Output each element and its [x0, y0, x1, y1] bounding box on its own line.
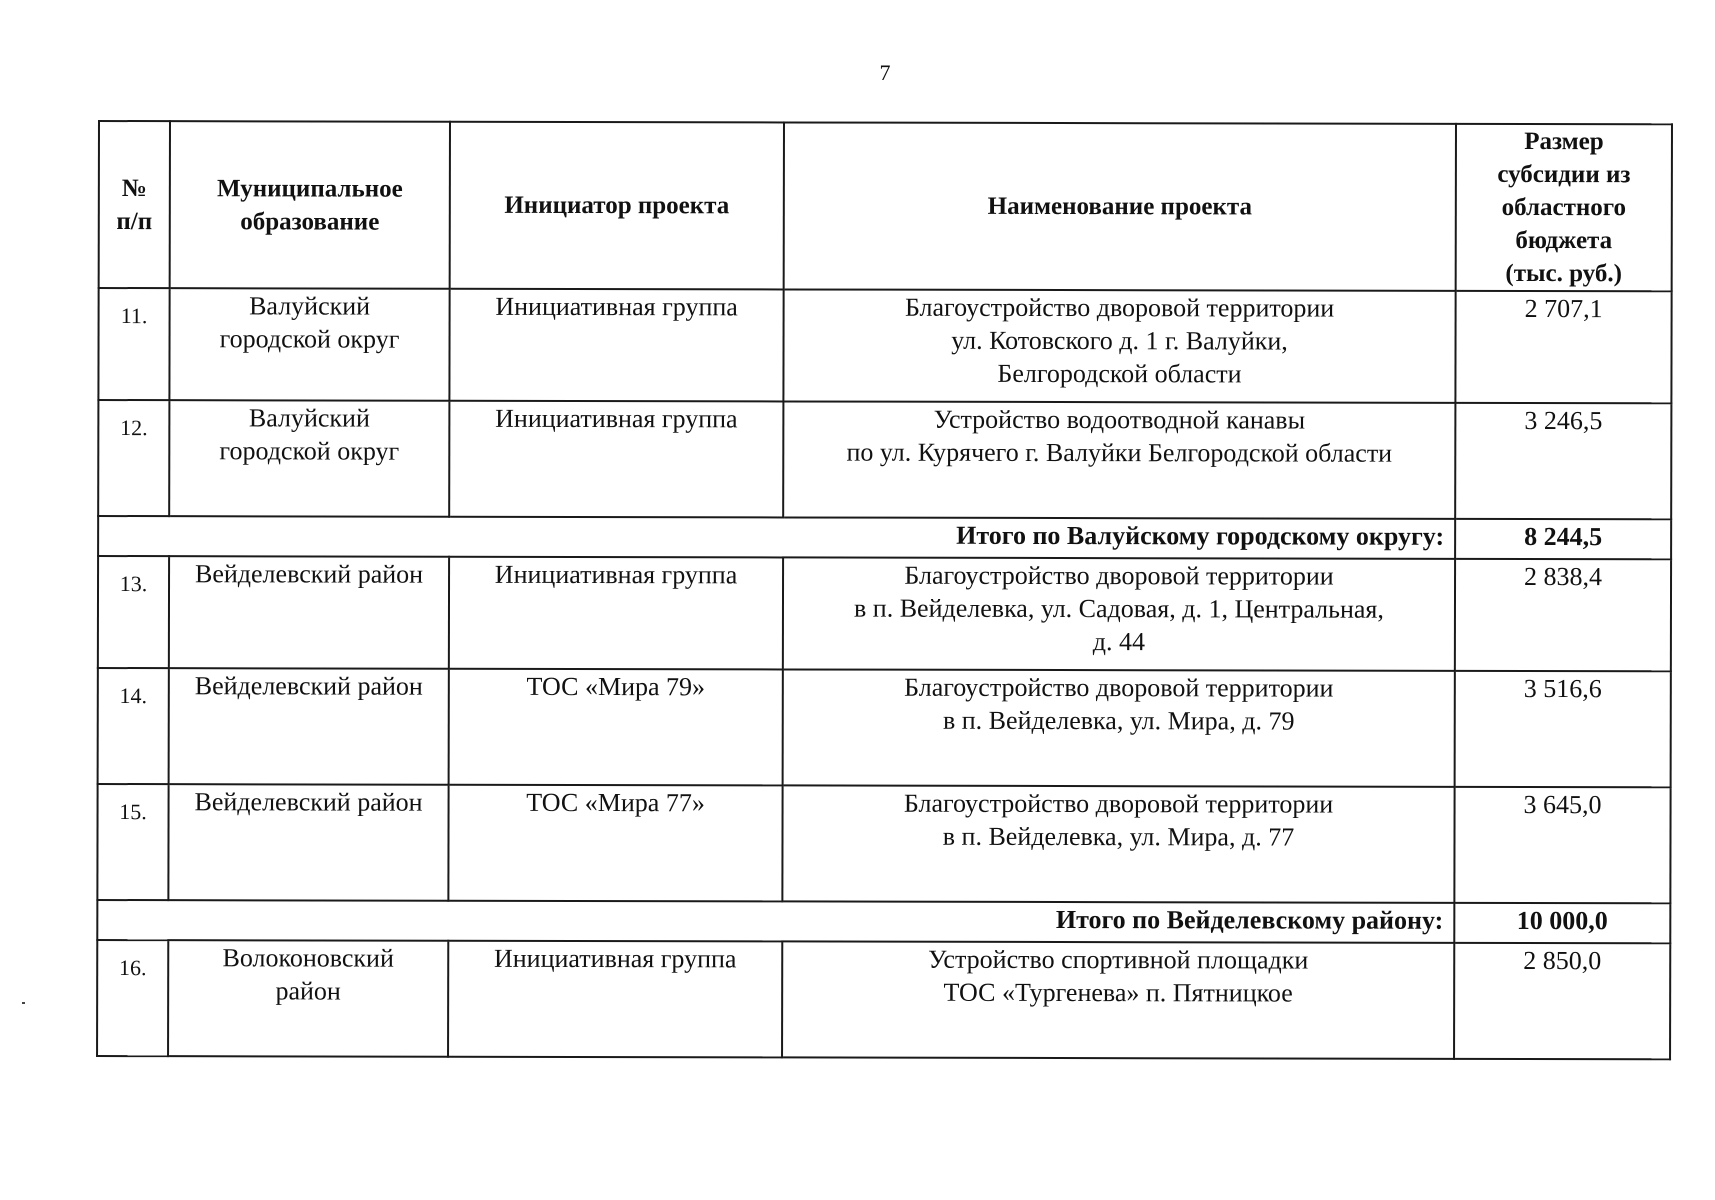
header-project: Наименование проекта [784, 122, 1456, 290]
header-num-line: п/п [116, 207, 153, 235]
project-line: ул. Котовского д. 1 г. Валуйки, [951, 325, 1288, 356]
table-row [97, 940, 1670, 1059]
municipality-cell [168, 784, 448, 901]
table-row [98, 668, 1671, 787]
municipality-cell [168, 940, 448, 1057]
project-cell [783, 557, 1455, 670]
project-line: д. 44 [1092, 627, 1146, 657]
project-cell [782, 941, 1454, 1058]
subtotal-label: Итого по Валуйскому городскому округу: [98, 516, 1455, 559]
row-number: 14. [98, 668, 169, 784]
row-number: 15. [97, 784, 168, 900]
project-line: ТОС «Тургенева» п. Пятницкое [943, 977, 1293, 1008]
municipality-line: район [275, 976, 341, 1006]
subsidy-cell: 3 516,6 [1455, 671, 1671, 787]
project-line: Белгородской области [997, 358, 1242, 389]
header-subsidy-line: Размер [1524, 127, 1604, 156]
subsidy-table [96, 120, 1673, 1060]
header-num-line: № [121, 174, 147, 202]
initiator-cell: Инициативная группа [448, 941, 782, 1058]
project-cell [783, 669, 1455, 786]
header-subsidy-line: (тыс. руб.) [1505, 259, 1622, 288]
row-number: 13. [98, 556, 169, 668]
municipality-cell [169, 556, 449, 669]
project-line: Устройство спортивной площадки [928, 944, 1309, 975]
subsidy-cell: 2 838,4 [1455, 559, 1671, 671]
initiator-cell: Инициативная группа [449, 289, 783, 402]
project-line: Благоустройство дворовой территории [904, 672, 1334, 703]
project-line: Благоустройство дворовой территории [904, 560, 1334, 591]
table-row [98, 400, 1671, 519]
project-line: Устройство водоотводной канавы [933, 404, 1306, 435]
initiator-cell: ТОС «Мира 79» [449, 669, 783, 786]
project-cell [782, 785, 1454, 902]
subtotal-value: 10 000,0 [1454, 903, 1670, 943]
table-row [98, 288, 1671, 403]
municipality-line: Вейделевский район [194, 559, 424, 589]
margin-speck [22, 1002, 25, 1004]
subsidy-cell: 2 707,1 [1455, 291, 1671, 403]
header-municipality-line: образование [240, 207, 380, 236]
municipality-cell [169, 288, 449, 401]
municipality-line: городской округ [219, 324, 400, 354]
row-number: 16. [97, 940, 168, 1056]
initiator-cell: Инициативная группа [449, 401, 783, 518]
project-line: в п. Вейделевка, ул. Мира, д. 77 [942, 821, 1295, 852]
project-line: в п. Вейделевка, ул. Мира, д. 79 [942, 705, 1295, 736]
municipality-cell [169, 400, 449, 517]
subtotal-value: 8 244,5 [1455, 519, 1671, 559]
initiator-cell: Инициативная группа [449, 557, 783, 670]
municipality-line: Валуйский [248, 403, 370, 433]
header-subsidy-line: областного [1501, 193, 1627, 222]
subtotal-row [98, 516, 1671, 559]
row-number: 11. [98, 288, 169, 400]
header-num [99, 121, 170, 288]
subsidy-cell: 3 246,5 [1455, 403, 1671, 519]
project-line: Благоустройство дворовой территории [904, 292, 1335, 323]
header-municipality-line: Муниципальное [216, 174, 403, 203]
header-initiator: Инициатор проекта [450, 122, 784, 290]
municipality-line: городской округ [219, 436, 400, 466]
municipality-cell [169, 668, 449, 785]
subsidy-cell: 2 850,0 [1454, 943, 1670, 1059]
subsidy-cell: 3 645,0 [1454, 787, 1670, 903]
subtotal-label: Итого по Вейделевскому району: [97, 900, 1454, 943]
municipality-line: Вейделевский район [194, 787, 423, 817]
project-line: в п. Вейделевка, ул. Садовая, д. 1, Центральная, [854, 593, 1384, 624]
municipality-line: Волоконовский [222, 943, 394, 973]
municipality-line: Вейделевский район [194, 671, 423, 701]
project-cell [783, 401, 1455, 518]
initiator-cell: ТОС «Мира 77» [448, 785, 782, 902]
header-subsidy [1456, 124, 1672, 291]
header-subsidy-line: бюджета [1515, 226, 1613, 255]
page-number: 7 [879, 60, 891, 85]
header-municipality [170, 121, 450, 289]
table-row [98, 556, 1671, 671]
row-number: 12. [98, 400, 169, 516]
subtotal-row [97, 900, 1670, 943]
project-line: по ул. Курячего г. Валуйки Белгородской области [846, 437, 1393, 468]
project-cell [783, 289, 1455, 402]
project-line: Благоустройство дворовой территории [903, 788, 1334, 819]
table-row [97, 784, 1670, 903]
table-header-row [99, 121, 1672, 291]
header-subsidy-line: субсидии из [1497, 160, 1631, 189]
municipality-line: Валуйский [249, 291, 371, 321]
